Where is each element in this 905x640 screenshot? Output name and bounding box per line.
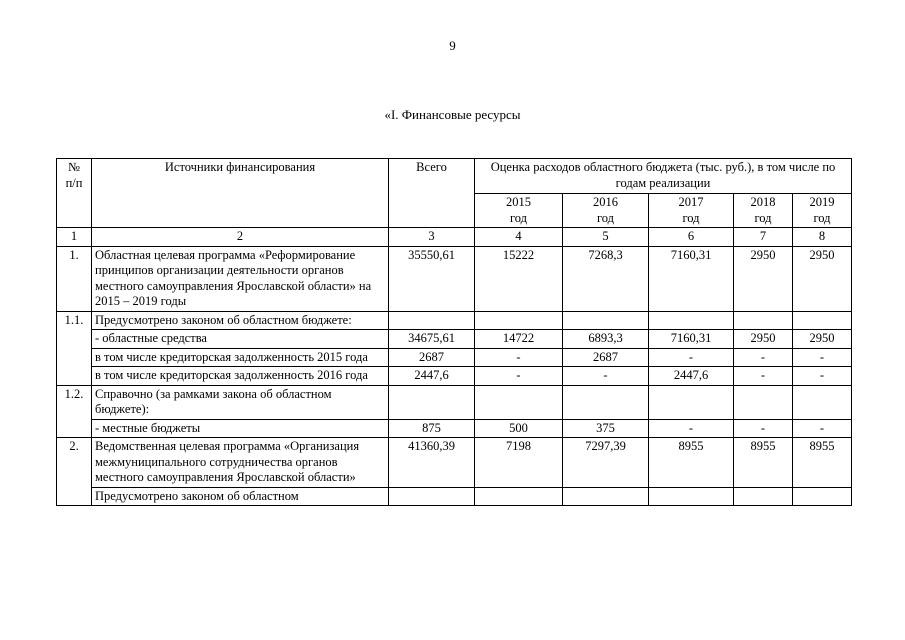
row-total: 35550,61: [389, 246, 475, 311]
row-source: в том числе кредиторская задолженность 2016 года: [92, 367, 389, 386]
table-row: [57, 438, 852, 488]
header-source: Источники финансирования: [92, 159, 389, 228]
row-2016: [563, 311, 649, 330]
row-2015: 14722: [475, 330, 563, 349]
row-2019: 2950: [793, 330, 852, 349]
row-source: Предусмотрено законом об областном: [92, 487, 389, 506]
column-number: 3: [389, 228, 475, 247]
row-2017: [649, 487, 734, 506]
row-2017: 8955: [649, 438, 734, 488]
row-number: [57, 330, 92, 349]
row-2019: [793, 487, 852, 506]
table-row: [57, 385, 852, 419]
row-number: 1.: [57, 246, 92, 311]
header-year: 2016 год: [563, 194, 649, 228]
column-number: 2: [92, 228, 389, 247]
row-2018: 8955: [734, 438, 793, 488]
row-total: [389, 385, 475, 419]
row-2018: [734, 385, 793, 419]
financing-table: [56, 158, 852, 506]
row-2016: -: [563, 367, 649, 386]
table-row: [57, 330, 852, 349]
row-source: Ведомственная целевая программа «Организация межмуниципального сотрудничества органов местного самоуправления Ярославской области»: [92, 438, 389, 488]
row-source: в том числе кредиторская задолженность 2015 года: [92, 348, 389, 367]
row-2017: [649, 311, 734, 330]
row-2016: [563, 385, 649, 419]
row-2017: 7160,31: [649, 330, 734, 349]
row-2018: -: [734, 348, 793, 367]
row-2019: [793, 385, 852, 419]
row-2015: 500: [475, 419, 563, 438]
row-2015: [475, 385, 563, 419]
row-2017: [649, 385, 734, 419]
header-year: 2015 год: [475, 194, 563, 228]
row-total: 2687: [389, 348, 475, 367]
column-number: 1: [57, 228, 92, 247]
table-row: [57, 487, 852, 506]
header-year: 2017 год: [649, 194, 734, 228]
row-2019: -: [793, 348, 852, 367]
table-row: [57, 246, 852, 311]
row-2016: 375: [563, 419, 649, 438]
column-number: 7: [734, 228, 793, 247]
table-row: [57, 367, 852, 386]
section-heading: «I. Финансовые ресурсы: [384, 107, 521, 122]
row-number: 2.: [57, 438, 92, 488]
table-row: [57, 348, 852, 367]
column-number: 8: [793, 228, 852, 247]
row-total: [389, 487, 475, 506]
row-2015: [475, 311, 563, 330]
row-2018: -: [734, 367, 793, 386]
header-estimate: Оценка расходов областного бюджета (тыс. руб.), в том числе по годам реализации: [475, 159, 852, 194]
row-2019: 2950: [793, 246, 852, 311]
row-number: [57, 419, 92, 438]
column-number: 6: [649, 228, 734, 247]
row-2019: -: [793, 419, 852, 438]
row-number: 1.1.: [57, 311, 92, 330]
row-2016: [563, 487, 649, 506]
row-number: [57, 487, 92, 506]
row-number: [57, 348, 92, 367]
row-source: - местные бюджеты: [92, 419, 389, 438]
row-number: [57, 367, 92, 386]
row-2015: 7198: [475, 438, 563, 488]
row-2019: 8955: [793, 438, 852, 488]
row-2017: -: [649, 419, 734, 438]
row-2017: 2447,6: [649, 367, 734, 386]
table-row: [57, 311, 852, 330]
row-2016: 2687: [563, 348, 649, 367]
row-total: 2447,6: [389, 367, 475, 386]
row-total: 41360,39: [389, 438, 475, 488]
row-source: Областная целевая программа «Реформирование принципов организации деятельности органов местного самоуправления Ярославской области» на 2015 – 2019 годы: [92, 246, 389, 311]
row-source: - областные средства: [92, 330, 389, 349]
row-total: 875: [389, 419, 475, 438]
row-2015: [475, 487, 563, 506]
column-number: 5: [563, 228, 649, 247]
row-2018: [734, 487, 793, 506]
row-source: Предусмотрено законом об областном бюджете:: [92, 311, 389, 330]
row-number: 1.2.: [57, 385, 92, 419]
page-number: 9: [449, 38, 456, 53]
column-number: 4: [475, 228, 563, 247]
row-2015: -: [475, 367, 563, 386]
row-2018: 2950: [734, 330, 793, 349]
row-2018: [734, 311, 793, 330]
row-2019: -: [793, 367, 852, 386]
row-2017: 7160,31: [649, 246, 734, 311]
row-2016: 7268,3: [563, 246, 649, 311]
row-2019: [793, 311, 852, 330]
header-year: 2019 год: [793, 194, 852, 228]
row-source: Справочно (за рамками закона об областном бюджете):: [92, 385, 389, 419]
row-2017: -: [649, 348, 734, 367]
header-no: № п/п: [57, 159, 92, 228]
header-row: [57, 159, 852, 194]
row-2015: 15222: [475, 246, 563, 311]
row-2018: 2950: [734, 246, 793, 311]
row-total: 34675,61: [389, 330, 475, 349]
row-2016: 7297,39: [563, 438, 649, 488]
row-2018: -: [734, 419, 793, 438]
header-year: 2018 год: [734, 194, 793, 228]
row-total: [389, 311, 475, 330]
header-total: Всего: [389, 159, 475, 228]
row-2016: 6893,3: [563, 330, 649, 349]
column-number-row: [57, 228, 852, 247]
table-row: [57, 419, 852, 438]
row-2015: -: [475, 348, 563, 367]
